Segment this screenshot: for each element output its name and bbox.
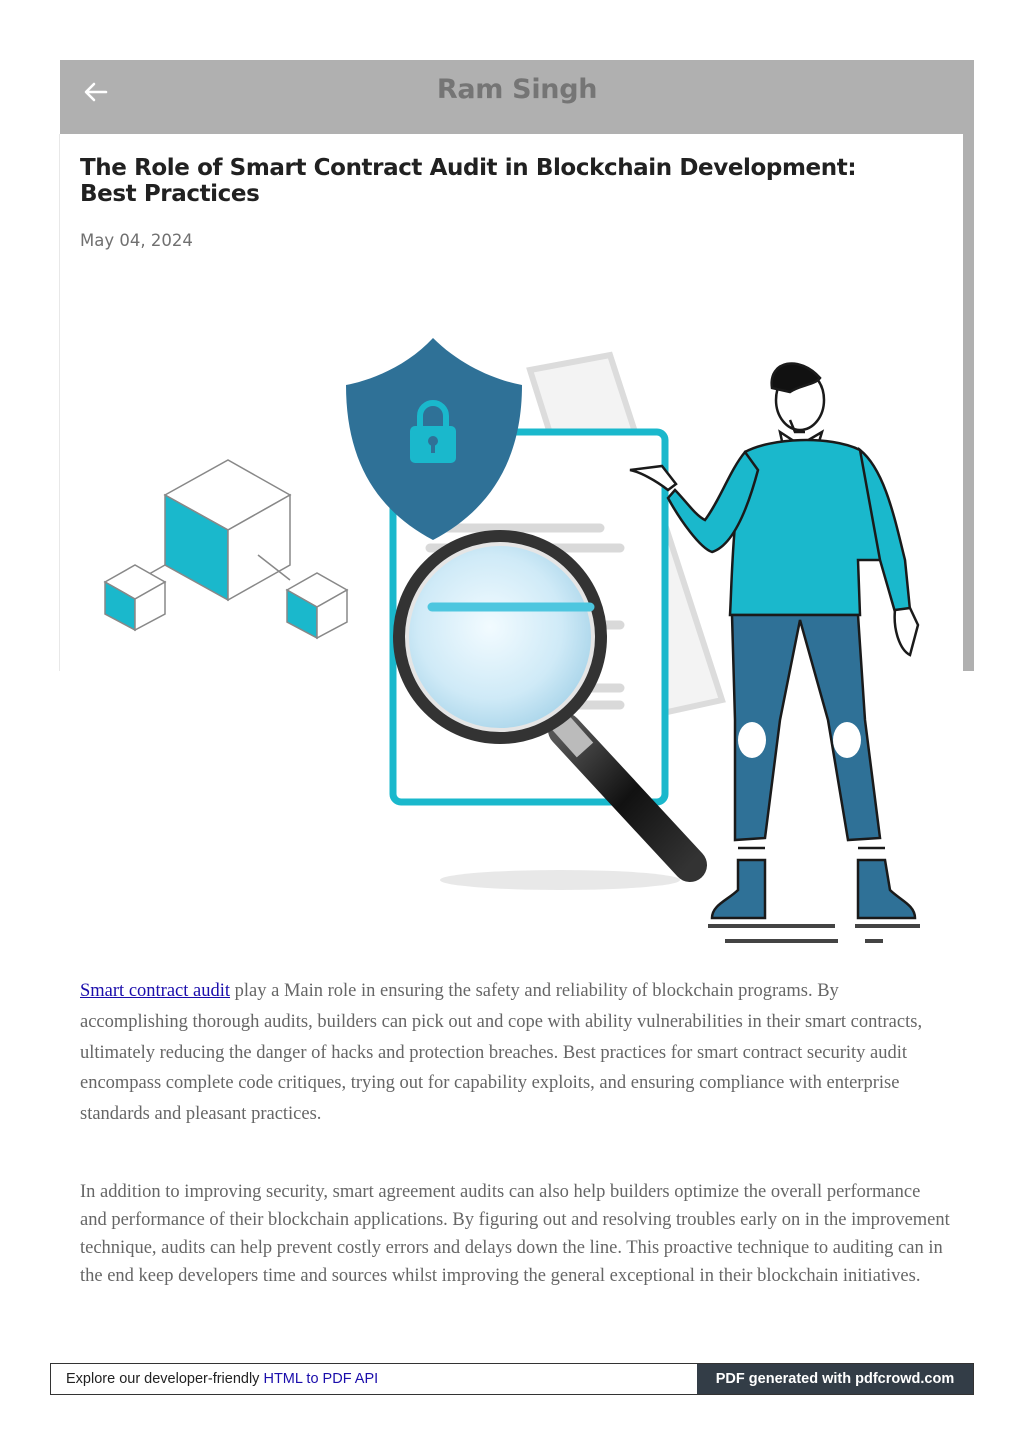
post-paragraph: In addition to improving security, smart agreement audits can also help builders optimize the overall performance and performance of their blockchain applications. By figuring out and resolving troubles early on in the improvement technique, audits can help prevent costly errors and delays down the line. This proactive technique to auditing can in the end keep developers time and sources whilst improving the general exceptional in their blockchain initiatives. <box>80 1182 950 1286</box>
post-paragraph <box>80 976 950 1130</box>
post-title: The Role of Smart Contract Audit in Blockchain Development: Best Practices <box>80 155 857 207</box>
paragraph-text: play a Main role in ensuring the safety and reliability of blockchain programs. By accomplishing thorough audits, builders can pick out and cope with ability vulnerabilities in their smart contracts, ultimately reducing the danger of hacks and protection breaches. Best practices for smart contract security audit encompass complete code critiques, trying out for capability exploits, and ensuring compliance with enterprise standards and pleasant practices. <box>80 981 923 1125</box>
html-to-pdf-link[interactable]: HTML to PDF API <box>263 1371 379 1387</box>
ground-lines <box>708 926 920 941</box>
pdf-footer <box>50 1363 974 1395</box>
card-border <box>59 134 60 671</box>
blockchain-cubes-icon <box>105 460 347 638</box>
footer-text: Explore our developer-friendly <box>66 1371 264 1387</box>
app-header <box>60 60 974 134</box>
post-illustration <box>95 330 925 950</box>
pdfcrowd-badge[interactable]: PDF generated with pdfcrowd.com <box>697 1364 973 1394</box>
scrollbar[interactable] <box>963 134 974 671</box>
post-date: May 04, 2024 <box>80 231 193 250</box>
header-title: Ram Singh <box>436 74 598 105</box>
footer-promo <box>51 1364 697 1394</box>
smart-contract-audit-link[interactable]: Smart contract audit <box>80 981 231 1001</box>
